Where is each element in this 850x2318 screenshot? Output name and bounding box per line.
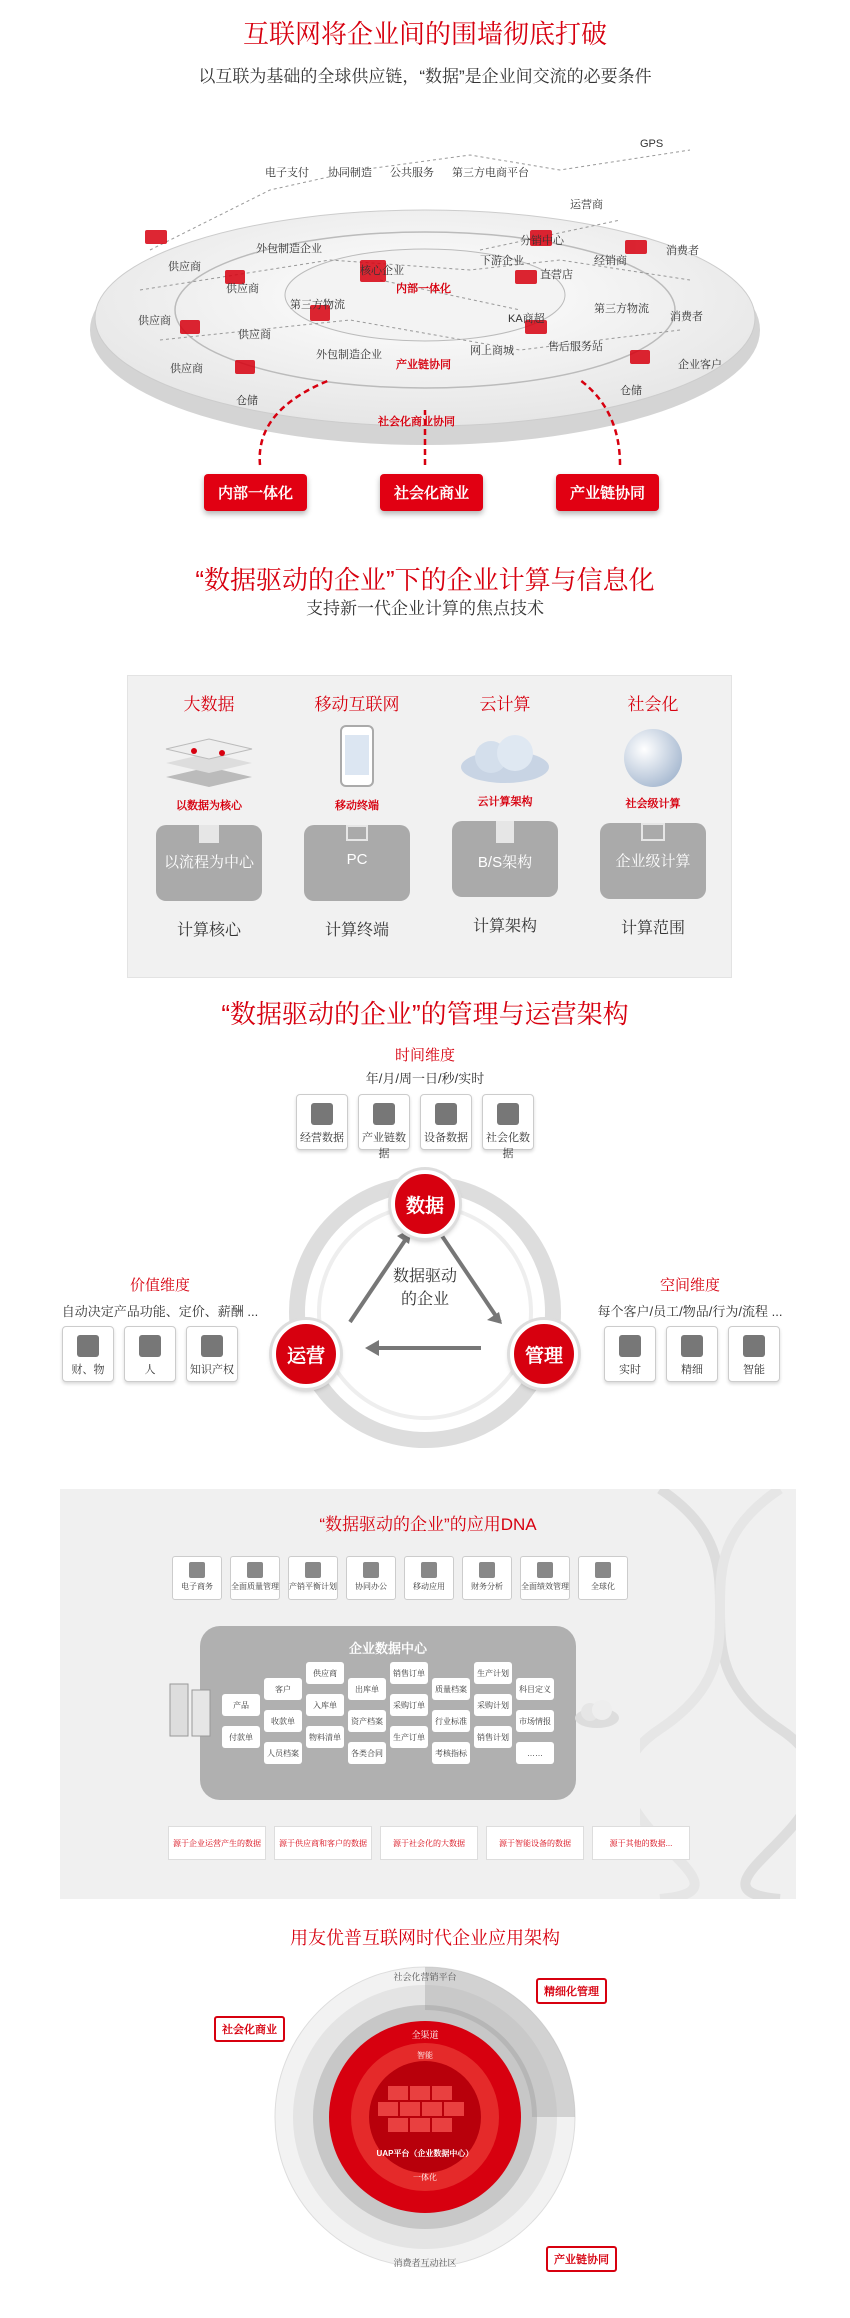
node-ops: 运营: [272, 1320, 340, 1388]
s2-title: “数据驱动的企业”下的企业计算与信息化: [195, 565, 655, 595]
hex-cell: 人员档案: [264, 1742, 302, 1764]
col-foot: 计算架构: [472, 918, 537, 935]
top-label-epay: 电子支付: [265, 167, 309, 179]
hex-cell: 行业标准: [432, 1710, 470, 1732]
space-icons: [604, 1326, 780, 1382]
hex-cell: 资产档案: [348, 1710, 386, 1732]
value-dim-title: 价值维度: [129, 1277, 190, 1294]
source-other: 源于其他的数据...: [592, 1826, 690, 1860]
node-direct-store: 直营店: [540, 269, 573, 281]
col-sub: 移动终端: [335, 800, 379, 812]
space-dim-title: 空间维度: [659, 1277, 720, 1294]
icon-performance: 全面绩效管理: [520, 1556, 570, 1600]
icon-person: 人: [124, 1326, 176, 1382]
icon-ip: 知识产权: [186, 1326, 238, 1382]
icon-tqm: 全面质量管理: [230, 1556, 280, 1600]
cloud-small-icon: [572, 1696, 622, 1730]
hex-cell: 考核指标: [432, 1742, 470, 1764]
icon-fine: 精细: [666, 1326, 718, 1382]
tag-social-business: 社会化商业: [214, 2016, 285, 2042]
icon-chain-data: 产业链数据: [358, 1094, 410, 1150]
card-label: 企业级计算: [615, 853, 691, 870]
icon-clock: 实时: [604, 1326, 656, 1382]
col-foot: 计算核心: [176, 922, 241, 939]
inner-label-chain: 产业链协同: [396, 359, 451, 371]
s4-title: “数据驱动的企业”的应用DNA: [319, 1515, 537, 1534]
col-social: [580, 690, 726, 938]
card-label: 以流程为中心: [163, 854, 254, 871]
node-supplier-5: 供应商: [170, 363, 203, 375]
icon-finance: 财务分析: [462, 1556, 512, 1600]
btn-social-business[interactable]: 社会化商业: [380, 474, 483, 511]
icon-device-data: 设备数据: [420, 1094, 472, 1150]
hex-cell: 销售计划: [474, 1726, 512, 1748]
node-3pl-2: 第三方物流: [594, 303, 649, 315]
hex-cell: 客户: [264, 1678, 302, 1700]
source-devices: 源于智能设备的数据: [486, 1826, 584, 1860]
server-stack-icon: [168, 1680, 216, 1740]
node-supplier-3: 供应商: [138, 315, 171, 327]
col-sub: 云计算架构: [477, 796, 533, 808]
inner-label-social: 社会化商业协同: [378, 416, 455, 428]
hex-cell: 销售订单: [390, 1662, 428, 1684]
icon-social-data: 社会化数据: [482, 1094, 534, 1150]
hex-cell: 物料清单: [306, 1726, 344, 1748]
hex-cell: 付款单: [222, 1726, 260, 1748]
col-card: [600, 823, 706, 899]
node-data: 数据: [391, 1170, 459, 1238]
col-foot: 计算范围: [620, 920, 685, 937]
col-title: 大数据: [183, 695, 235, 714]
top-label-public-service: 公共服务: [390, 167, 434, 179]
hex-cell: 采购订单: [390, 1694, 428, 1716]
time-dim-title: 时间维度: [394, 1047, 455, 1064]
server-icon: [496, 821, 514, 843]
node-after-sales: 售后服务站: [548, 341, 603, 353]
top-label-coop-mfg: 协同制造: [328, 167, 372, 179]
node-operator: 运营商: [570, 199, 603, 211]
node-ka-store: KA商超: [508, 313, 545, 325]
node-supplier-2: 供应商: [226, 283, 259, 295]
inner-label-integration: 内部一体化: [396, 283, 451, 295]
cloud-icon: [457, 733, 553, 785]
icon-global: 全球化: [578, 1556, 628, 1600]
source-social: 源于社会化的大数据: [380, 1826, 478, 1860]
value-dim: [60, 1274, 260, 1320]
col-card: [304, 825, 410, 901]
time-dim-sub: 年/月/周一日/秒/实时: [365, 1071, 485, 1086]
node-warehouse-2: 仓储: [620, 385, 642, 397]
node-dealer: 经销商: [594, 255, 627, 267]
icon-money: 财、物: [62, 1326, 114, 1382]
monitor-icon: [641, 823, 665, 841]
layers-icon: [164, 731, 254, 787]
value-icons: [62, 1326, 238, 1382]
data-sources: [168, 1826, 690, 1860]
node-consumer-2: 消费者: [670, 311, 703, 323]
col-foot: 计算终端: [324, 922, 389, 939]
ring-label-integration: 一体化: [413, 2173, 437, 2182]
space-dim-sub: 每个客户/员工/物品/行为/流程 ...: [597, 1304, 783, 1319]
s3-title: “数据驱动的企业”的管理与运营架构: [221, 999, 629, 1029]
data-center-title: 企业数据中心: [348, 1641, 427, 1656]
col-sub: 社会级计算: [625, 798, 681, 810]
node-core-enterprise: 核心企业: [360, 265, 404, 277]
ring-label-uap: UAP平台（企业数据中心）: [376, 2149, 474, 2158]
dna-icons: [172, 1556, 628, 1600]
hex-cell: 科目定义: [516, 1678, 554, 1700]
icon-office: 协同办公: [346, 1556, 396, 1600]
icon-brain: 智能: [728, 1326, 780, 1382]
time-icons: [296, 1094, 534, 1160]
icon-mobile-app: 移动应用: [404, 1556, 454, 1600]
col-title: 社会化: [627, 695, 679, 714]
s2-subtitle: 支持新一代企业计算的焦点技术: [306, 599, 544, 618]
flow-icon: [199, 825, 219, 843]
hex-cell: 收款单: [264, 1710, 302, 1732]
col-mobile: [284, 690, 430, 940]
source-partners: 源于供应商和客户的数据: [274, 1826, 372, 1860]
btn-internal-integration[interactable]: 内部一体化: [204, 474, 307, 511]
node-enterprise-client: 企业客户: [678, 359, 722, 371]
phone-icon: [340, 725, 374, 787]
value-dim-sub: 自动决定产品功能、定价、薪酬 ...: [61, 1304, 259, 1319]
center-text-2: 的企业: [400, 1291, 449, 1308]
ring-label-omni: 全渠道: [411, 2030, 439, 2040]
col-title: 云计算: [479, 695, 531, 714]
hex-cell: 采购计划: [474, 1694, 512, 1716]
node-dist-center: 分销中心: [520, 235, 564, 247]
pc-icon: [346, 825, 368, 841]
icon-ecommerce: 电子商务: [172, 1556, 222, 1600]
top-label-ecom-platform: 第三方电商平台: [452, 167, 529, 179]
outer-label-bottom: 消费者互动社区: [393, 2258, 457, 2268]
s1-title: 互联网将企业间的围墙彻底打破: [242, 19, 607, 49]
source-ops: 源于企业运营产生的数据: [168, 1826, 266, 1860]
hex-cell: 供应商: [306, 1662, 344, 1684]
hex-cell: 各类合同: [348, 1742, 386, 1764]
node-mgmt: 管理: [510, 1320, 578, 1388]
ring-label-smart: 智能: [417, 2051, 433, 2060]
node-downstream: 下游企业: [480, 255, 524, 267]
s5-title: 用友优普互联网时代企业应用架构: [290, 1928, 560, 1948]
tag-fine-management: 精细化管理: [536, 1978, 607, 2004]
hex-cell: 生产订单: [390, 1726, 428, 1748]
node-online-mall: 网上商城: [470, 345, 514, 357]
globe-icon: [624, 729, 682, 787]
card-label: PC: [346, 851, 368, 868]
node-warehouse-1: 仓储: [236, 395, 258, 407]
col-sub: 以数据为核心: [176, 800, 242, 812]
outer-label-top: 社会化营销平台: [393, 1972, 457, 1982]
hex-cell: 入库单: [306, 1694, 344, 1716]
node-supplier-4: 供应商: [238, 329, 271, 341]
icon-biz-data: 经营数据: [296, 1094, 348, 1150]
col-title: 移动互联网: [314, 695, 400, 714]
hex-cell: 市场情报: [516, 1710, 554, 1732]
hex-cell: 出库单: [348, 1678, 386, 1700]
tag-chain-collaboration: 产业链协同: [546, 2246, 617, 2272]
hex-cell: 质量档案: [432, 1678, 470, 1700]
hex-grid: [230, 1662, 550, 1782]
col-cloud: [432, 690, 578, 936]
btn-chain-collaboration[interactable]: 产业链协同: [556, 474, 659, 511]
center-text: [370, 1263, 480, 1309]
node-consumer-1: 消费者: [666, 245, 699, 257]
card-label: B/S架构: [477, 854, 533, 871]
space-dim: [590, 1274, 790, 1320]
node-supplier-1: 供应商: [168, 261, 201, 273]
hex-cell: 生产计划: [474, 1662, 512, 1684]
node-outsource-1: 外包制造企业: [256, 243, 322, 255]
node-outsource-2: 外包制造企业: [316, 349, 382, 361]
hex-cell: 产品: [222, 1694, 260, 1716]
hex-cell: ……: [516, 1742, 554, 1764]
icon-plan: 产销平衡计划: [288, 1556, 338, 1600]
center-text-1: 数据驱动: [392, 1268, 457, 1285]
top-label-gps: GPS: [640, 138, 664, 150]
col-card: [452, 821, 558, 897]
col-card: [156, 825, 262, 901]
s1-subtitle: 以互联为基础的全球供应链，“数据”是企业间交流的必要条件: [198, 67, 652, 86]
col-bigdata: [136, 690, 282, 940]
node-3pl-1: 第三方物流: [290, 299, 345, 311]
architecture-wheel: [270, 1962, 580, 2272]
